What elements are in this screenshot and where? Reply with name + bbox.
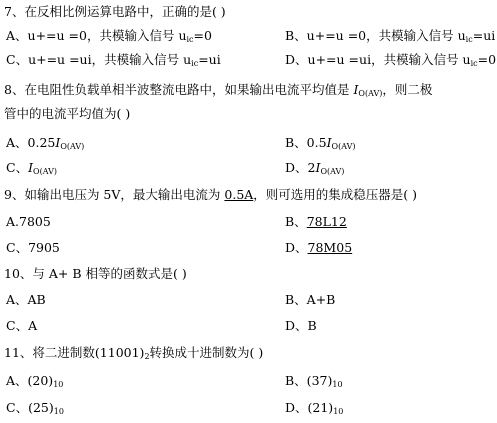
q8-stem-symbol-sub: O(AV) (358, 89, 383, 98)
q8-option-d-symbol: I (315, 160, 321, 175)
q11-stem-sub: 2 (144, 352, 150, 361)
q8-option-d-sub: O(AV) (320, 167, 345, 176)
q10-option-a: A、AB (6, 292, 46, 307)
q7-option-b-post: =ui (472, 28, 496, 43)
q7-option-d-sub: ic (470, 59, 478, 68)
q7-option-b (285, 28, 495, 48)
q11-option-c-sub: 10 (53, 407, 64, 416)
q11-option-a-sub: 10 (53, 380, 64, 389)
q9-stem-pre: 9、如输出电压为 5V，最大输出电流为 (4, 187, 225, 202)
q9-stem-post: ，则可选用的集成稳压器是( ) (253, 187, 418, 202)
q8-stem-line1 (4, 82, 432, 102)
q11-option-c (6, 400, 64, 420)
q9-stem (4, 187, 417, 203)
q9-option-c: C、7905 (6, 240, 60, 255)
q7-option-a (6, 28, 212, 48)
q7-option-b-sub: ic (465, 35, 473, 44)
q9-option-b-value: 78L12 (306, 214, 347, 229)
q11-option-b-sub: 10 (332, 380, 343, 389)
q8-stem-pre: 8、在电阻性负载单相半波整流电路中，如果输出电流平均值是 (4, 82, 354, 97)
q11-stem (4, 345, 263, 365)
q7-option-c-post: =ui (198, 52, 221, 67)
q9-option-d-value: 78M05 (307, 240, 353, 255)
q11-option-d (285, 400, 343, 420)
q8-option-d-text: D、2 (285, 160, 316, 175)
q7-option-c-text: C、u+=u =ui，共模输入信号 u (6, 52, 192, 67)
q9-option-d-label: D、 (285, 240, 308, 255)
q9-option-a: A.7805 (6, 214, 51, 229)
q10-stem: 10、与 A+ B 相等的函数式是( ) (4, 266, 187, 281)
q7-option-a-text: A、u+=u =0，共模输入信号 u (6, 28, 187, 43)
q7-option-b-text: B、u+=u =0，共模输入信号 u (285, 28, 466, 43)
q11-option-a-text: A、(20) (6, 373, 54, 388)
q7-option-d-post: =0 (477, 52, 497, 67)
q11-option-b (285, 373, 343, 393)
q11-option-d-sub: 10 (333, 407, 344, 416)
q8-option-a-sub: O(AV) (60, 142, 85, 151)
q8-option-d (285, 160, 344, 180)
q7-option-c-sub: ic (191, 59, 199, 68)
q7-option-d (285, 52, 496, 72)
q11-option-b-text: B、(37) (285, 373, 333, 388)
q8-stem-post: ，则二极 (382, 82, 433, 97)
q11-option-c-text: C、(25) (6, 400, 54, 415)
q8-option-c (6, 160, 57, 180)
q10-option-d: D、B (285, 318, 317, 333)
q8-option-b-symbol: I (326, 135, 332, 150)
q11-stem-post: 转换成十进制数为( ) (149, 345, 264, 360)
q8-option-b (285, 135, 356, 155)
q7-option-a-post: =0 (193, 28, 212, 43)
q8-stem-symbol: I (353, 82, 359, 97)
q10-option-c: C、A (6, 318, 38, 333)
q9-option-b-label: B、 (285, 214, 307, 229)
q11-option-a (6, 373, 63, 393)
q11-option-d-text: D、(21) (285, 400, 334, 415)
q8-option-b-text: B、0.5 (285, 135, 327, 150)
q9-option-d (285, 240, 352, 256)
q7-option-c (6, 52, 221, 72)
q11-stem-pre: 11、将二进制数(11001) (4, 345, 145, 360)
q8-option-a-symbol: I (55, 135, 61, 150)
q10-option-b: B、A+B (285, 292, 336, 307)
q8-option-a (6, 135, 84, 155)
q7-option-d-text: D、u+=u =ui，共模输入信号 u (285, 52, 471, 67)
q8-option-c-symbol: I (28, 160, 34, 175)
q7-stem: 7、在反相比例运算电路中，正确的是( ) (4, 4, 226, 19)
q8-option-c-sub: O(AV) (33, 167, 57, 176)
q8-option-b-sub: O(AV) (331, 142, 356, 151)
q8-option-a-text: A、0.25 (6, 135, 56, 150)
q8-option-c-text: C、 (6, 160, 29, 175)
q8-stem-line2: 管中的电流平均值为( ) (4, 106, 131, 121)
q9-option-b (285, 214, 347, 230)
q9-stem-current: 0.5A (224, 187, 254, 202)
q7-option-a-sub: ic (186, 35, 194, 44)
